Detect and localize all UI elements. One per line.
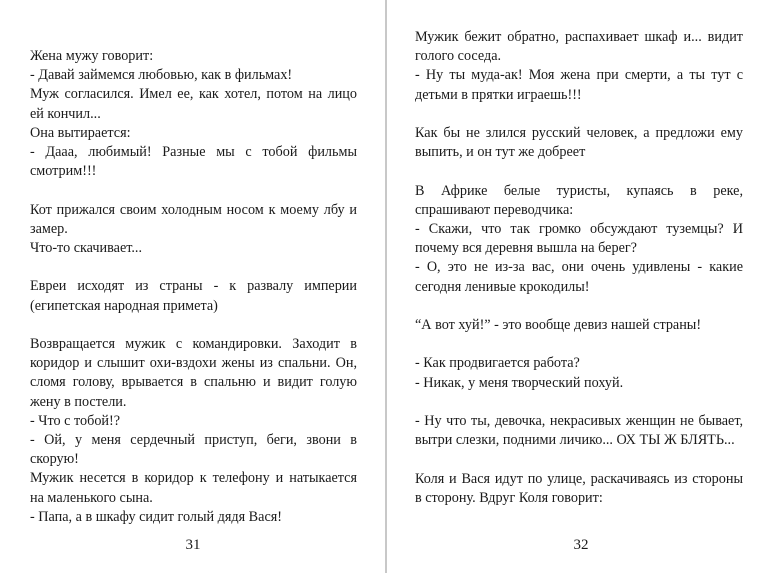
text-line: - Папа, а в шкафу сидит голый дядя Вася! — [30, 508, 282, 525]
text-line: - О, это не из-за вас, они очень удивлены - какие сегодня ленивые крокодилы! — [415, 259, 743, 295]
text-line: - Ну ты муда-ак! Моя жена при смерти, а ты тут с детьми в прятки играешь!!! — [415, 67, 743, 103]
text-line: - Что с тобой!? — [30, 412, 121, 429]
text-line: Евреи исходят из страны - к развалу империи (египетская народная примета) — [30, 278, 357, 314]
left-page-text — [30, 47, 357, 546]
right-page — [387, 0, 769, 573]
text-line: Мужик несется в коридор к телефону и натыкается на маленького сына. — [30, 470, 357, 506]
text-line: Кот прижался своим холодным носом к моему лбу и замер. — [30, 201, 357, 237]
paragraph — [30, 277, 357, 315]
text-line: Муж согласился. Имел ее, как хотел, потом на лицо ей кончил... — [30, 86, 357, 122]
paragraph — [415, 182, 743, 297]
page-number: 31 — [185, 537, 201, 553]
paragraph — [415, 124, 743, 162]
text-line: - Ну что ты, девочка, некрасивых женщин не бывает, вытри слезки, подними личико... ОХ ТЫ Ж БЛЯТЬ... — [415, 412, 743, 449]
text-line: - Скажи, что так громко обсуждают туземцы? И почему вся деревня вышла на берег? — [415, 221, 743, 257]
text-line: Что-то скачивает... — [30, 240, 143, 257]
paragraph — [30, 47, 357, 181]
paragraph — [415, 316, 743, 335]
text-line: Коля и Вася идут по улице, раскачиваясь из стороны в сторону. Вдруг Коля говорит: — [415, 470, 743, 506]
text-line: “А вот хуй!” - это вообще девиз нашей страны! — [415, 317, 702, 333]
right-page-text — [415, 28, 743, 527]
text-line: Мужик бежит обратно, распахивает шкаф и... видит голого соседа. — [415, 29, 743, 65]
paragraph — [415, 470, 743, 508]
text-line: Возвращается мужик с командировки. Заходит в коридор и слышит охи-вздохи жены из спальни. Он, сломя голову, врывается в спальню и видит голую жену в постели. — [30, 336, 357, 410]
page-number: 32 — [573, 537, 589, 553]
paragraph — [415, 412, 743, 450]
text-line: - Никак, у меня творческий похуй. — [415, 374, 624, 391]
paragraph — [30, 201, 357, 259]
paragraph — [30, 335, 357, 527]
text-line: - Давай займемся любовью, как в фильмах! — [30, 67, 293, 84]
text-line: Жена мужу говорит: — [30, 48, 154, 64]
text-line: - Как продвигается работа? — [415, 355, 580, 372]
text-line: Как бы не злился русский человек, а предложи ему выпить, и он тут же добреет — [415, 125, 743, 161]
text-line: В Африке белые туристы, купаясь в реке, спрашивают переводчика: — [415, 182, 743, 218]
paragraph — [415, 354, 743, 392]
text-line: - Ой, у меня сердечный приступ, беги, звони в скорую! — [30, 432, 357, 468]
paragraph — [415, 28, 743, 105]
text-line: - Дааа, любимый! Разные мы с тобой фильмы смотрим!!! — [30, 144, 357, 180]
text-line: Она вытирается: — [30, 124, 131, 141]
